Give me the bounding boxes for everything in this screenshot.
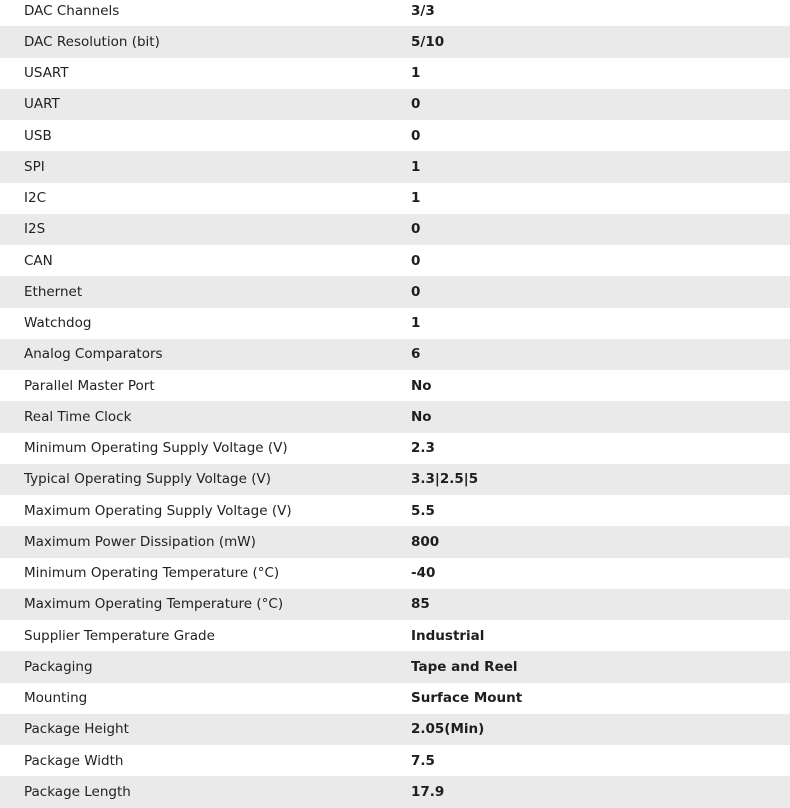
spec-label: I2C — [24, 190, 46, 207]
spec-value: 1 — [411, 65, 421, 82]
spec-label: Typical Operating Supply Voltage (V) — [24, 471, 271, 488]
spec-value: 0 — [411, 221, 421, 238]
spec-label: Real Time Clock — [24, 408, 132, 425]
spec-value: Tape and Reel — [411, 658, 518, 675]
spec-value: 1 — [411, 158, 421, 175]
spec-value: 2.3 — [411, 440, 435, 457]
spec-label: USB — [24, 127, 52, 144]
spec-value: 0 — [411, 127, 421, 144]
spec-label: Supplier Temperature Grade — [24, 627, 215, 644]
spec-value: 7.5 — [411, 752, 435, 769]
spec-label: USART — [24, 65, 69, 82]
spec-value: No — [411, 408, 432, 425]
spec-label: Maximum Operating Temperature (°C) — [24, 596, 284, 613]
spec-row — [0, 495, 790, 526]
spec-value: 6 — [411, 346, 421, 363]
spec-label: DAC Resolution (bit) — [24, 33, 160, 50]
spec-value: 1 — [411, 315, 421, 332]
spec-value: Surface Mount — [411, 690, 523, 707]
spec-label: Package Height — [24, 721, 129, 738]
spec-row — [0, 339, 790, 370]
spec-value: No — [411, 377, 432, 394]
spec-row — [0, 0, 790, 26]
spec-value: 800 — [411, 533, 440, 550]
spec-row — [0, 683, 790, 714]
spec-row — [0, 558, 790, 589]
spec-value: 0 — [411, 96, 421, 113]
spec-row — [0, 370, 790, 401]
spec-row — [0, 526, 790, 557]
spec-row — [0, 714, 790, 745]
spec-label: Mounting — [24, 690, 88, 707]
spec-label: DAC Channels — [24, 2, 120, 19]
spec-label: I2S — [24, 221, 46, 238]
spec-value: 3.3|2.5|5 — [411, 471, 479, 488]
spec-row — [0, 26, 790, 57]
spec-row — [0, 214, 790, 245]
spec-label: Packaging — [24, 658, 93, 675]
spec-label: Maximum Operating Supply Voltage (V) — [24, 502, 292, 519]
spec-label: Minimum Operating Temperature (°C) — [24, 565, 280, 582]
spec-row — [0, 620, 790, 651]
spec-row — [0, 651, 790, 682]
spec-label: Ethernet — [24, 283, 83, 300]
spec-label: Parallel Master Port — [24, 377, 155, 394]
spec-value: 5.5 — [411, 502, 435, 519]
spec-row — [0, 276, 790, 307]
spec-row — [0, 58, 790, 89]
spec-row — [0, 433, 790, 464]
spec-row — [0, 89, 790, 120]
spec-value: 0 — [411, 283, 421, 300]
spec-value: 3/3 — [411, 2, 435, 19]
spec-label: UART — [24, 96, 60, 113]
spec-value: 5/10 — [411, 33, 445, 50]
spec-label: Analog Comparators — [24, 346, 163, 363]
spec-row — [0, 183, 790, 214]
spec-row — [0, 245, 790, 276]
spec-row — [0, 120, 790, 151]
spec-row — [0, 151, 790, 182]
spec-value: 1 — [411, 190, 421, 207]
spec-value: -40 — [411, 565, 436, 582]
spec-row — [0, 464, 790, 495]
spec-value: 17.9 — [411, 783, 445, 800]
spec-row — [0, 776, 790, 807]
spec-label: Package Length — [24, 783, 131, 800]
spec-label: Maximum Power Dissipation (mW) — [24, 533, 256, 550]
spec-value: Industrial — [411, 627, 485, 644]
spec-value: 2.05(Min) — [411, 721, 485, 738]
spec-row — [0, 745, 790, 776]
spec-label: Minimum Operating Supply Voltage (V) — [24, 440, 288, 457]
spec-row — [0, 589, 790, 620]
spec-label: Watchdog — [24, 315, 92, 332]
spec-row — [0, 401, 790, 432]
spec-value: 0 — [411, 252, 421, 269]
spec-label: Package Width — [24, 752, 124, 769]
spec-label: CAN — [24, 252, 53, 269]
spec-value: 85 — [411, 596, 430, 613]
spec-label: SPI — [24, 158, 45, 175]
spec-row — [0, 308, 790, 339]
